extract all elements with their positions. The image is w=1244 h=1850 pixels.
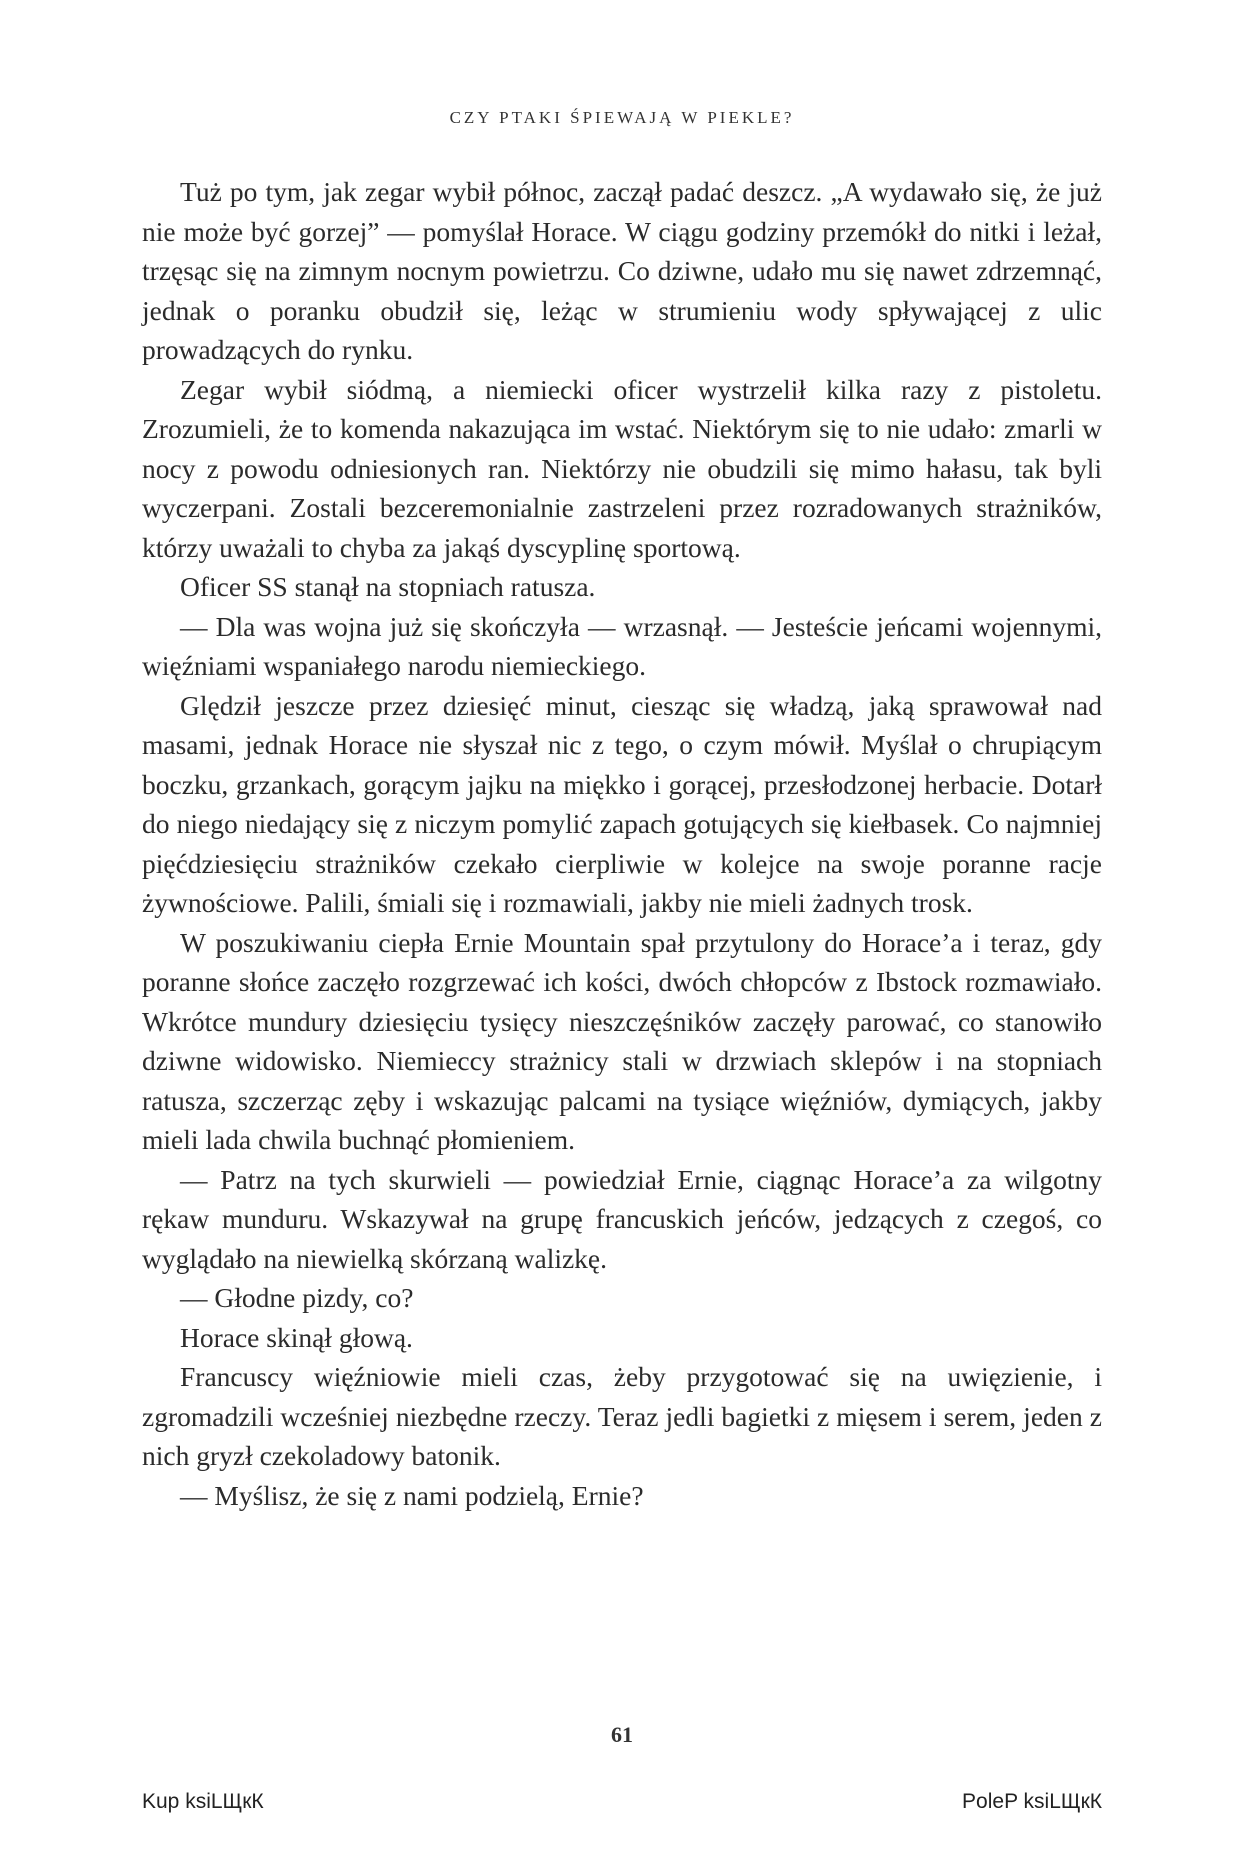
paragraph: Francuscy więźniowie mieli czas, żeby przygotować się na uwięzienie, i zgromadzili wcześniej niezbędne rzeczy. Teraz jedli bagietki z mięsem i serem, jeden z nich gryzł czekoladowy batonik. (142, 1361, 1102, 1471)
paragraph: — Dla was wojna już się skończyła — wrzasnął. — Jesteście jeńcami wojennymi, więźniami wspaniałego narodu niemieckiego. (142, 610, 1102, 681)
paragraph: Ględził jeszcze przez dziesięć minut, ciesząc się władzą, jaką sprawował nad masami, jednak Horace nie słyszał nic z tego, o czym mówił. Myślał o chrupiącym boczku, grzankach, gorącym jajku na miękko i gorącej, przesłodzonej herbacie. Dotarł do niego niedający się z niczym pomylić zapach gotujących się kiełbasek. Co najmniej pięćdziesięciu strażników czekało cierpliwie w kolejce na swoje poranne racje żywnościowe. Palili, śmiali się i rozmawiali, jakby nie mieli żadnych trosk. (142, 689, 1102, 918)
paragraph: — Patrz na tych skurwieli — powiedział Ernie, ciągnąc Horace’a za wilgotny rękaw munduru. Wskazywał na grupę francuskich jeńców, jedzących z czegoś, co wyglądało na niewielką skórzaną walizkę. (142, 1163, 1102, 1274)
paragraph: — Myślisz, że się z nami podzielą, Ernie? (180, 1479, 644, 1511)
paragraph: Oficer SS stanął na stopniach ratusza. (180, 571, 596, 602)
paragraph: W poszukiwaniu ciepła Ernie Mountain spał przytulony do Horace’a i teraz, gdy poranne słońce zaczęło rozgrzewać ich kości, dwóch chłopców z Ibstock rozmawiało. Wkrótce mundury dziesięciu tysięcy nieszczęśników zaczęły parować, co stanowiło dziwne widowisko. Niemieccy strażnicy stali w drzwiach sklepów i na stopniach ratusza, szczerząc zęby i wskazując palcami na tysiące więźniów, dymiących, jakby mieli lada chwila buchnąć płomieniem. (142, 926, 1102, 1155)
page-number: 61 (611, 1722, 633, 1747)
paragraph: Horace skinął głową. (180, 1321, 413, 1353)
running-header: CZY PTAKI ŚPIEWAJĄ W PIEKLE? (449, 108, 795, 127)
recommend-book-link[interactable]: PoleP ksiLЩкК (962, 1790, 1102, 1813)
buy-book-link[interactable]: Kup ksiLЩкК (142, 1790, 264, 1813)
paragraph: — Głodne pizdy, co? (180, 1282, 414, 1313)
paragraph: Tuż po tym, jak zegar wybił północ, zaczął padać deszcz. „A wydawało się, że już nie może być gorzej” — pomyślał Horace. W ciągu godziny przemókł do nitki i leżał, trzęsąc się na zimnym nocnym powietrzu. Co dziwne, udało mu się nawet zdrzemnąć, jednak o poranku obudził się, leżąc w strumieniu wody spływającej z ulic prowadzących do rynku. (142, 176, 1102, 365)
paragraph: Zegar wybił siódmą, a niemiecki oficer wystrzelił kilka razy z pistoletu. Zrozumieli, że to komenda nakazująca im wstać. Niektórym się to nie udało: zmarli w nocy z powodu odniesionych ran. Niektórzy nie obudzili się mimo hałasu, tak byli wyczerpani. Zostali bezceremonialnie zastrzeleni przez rozradowanych strażników, którzy uważali to chyba za jakąś dyscyplinę sportową. (142, 373, 1102, 563)
body-text (142, 172, 1102, 1515)
